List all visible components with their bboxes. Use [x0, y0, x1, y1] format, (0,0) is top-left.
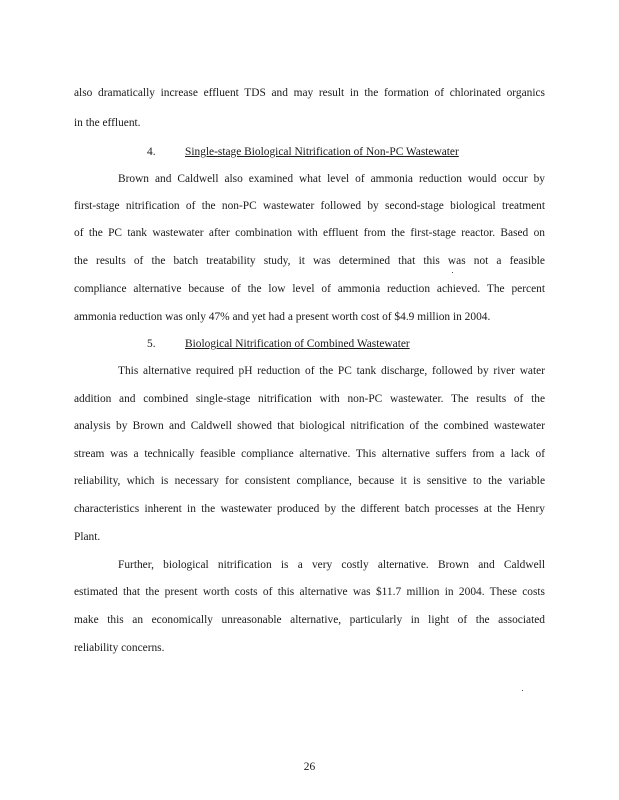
section-5-title: Biological Nitrification of Combined Wastewater: [185, 338, 410, 350]
section-4-line-3: of the PC tank wastewater after combination with effluent from the first-stage reactor. Based on: [74, 227, 545, 239]
section-5-p1-line-5: reliability, which is necessary for consistent compliance, because it is sensitive to the variable: [74, 475, 545, 487]
section-5-p1-line-4: stream was a technically feasible compliance alternative. This alternative suffers from a lack of: [74, 448, 545, 460]
section-4-line-1: Brown and Caldwell also examined what level of ammonia reduction would occur by: [118, 173, 545, 185]
scan-speck: [522, 690, 523, 691]
section-5-p2-line-2: estimated that the present worth costs of this alternative was $11.7 million in 2004. These costs: [74, 586, 545, 598]
section-4-number: 4.: [147, 146, 156, 158]
intro-line-1: also dramatically increase effluent TDS and may result in the formation of chlorinated organics: [74, 87, 545, 99]
section-5-p1-line-3: analysis by Brown and Caldwell showed that biological nitrification of the combined wastewater: [74, 420, 545, 432]
section-5-number: 5.: [147, 338, 156, 350]
section-5-p2-line-4: reliability concerns.: [74, 642, 165, 654]
section-5-p1-line-7: Plant.: [74, 531, 101, 543]
scan-speck: [452, 272, 453, 273]
section-5-p2-line-1: Further, biological nitrification is a very costly alternative. Brown and Caldwell: [118, 559, 545, 571]
section-4-line-6: ammonia reduction was only 47% and yet had a present worth cost of $4.9 million in 2004.: [74, 311, 491, 323]
section-5-p1-line-6: characteristics inherent in the wastewater produced by the different batch processes at the Henry: [74, 503, 545, 515]
section-5-p1-line-2: addition and combined single-stage nitrification with non-PC wastewater. The results of the: [74, 393, 545, 405]
section-5-p2-line-3: make this an economically unreasonable alternative, particularly in light of the associated: [74, 614, 545, 626]
page-number: 26: [303, 761, 316, 773]
section-4-line-5: compliance alternative because of the low level of ammonia reduction achieved. The percent: [74, 283, 545, 295]
section-5-p1-line-1: This alternative required pH reduction of the PC tank discharge, followed by river water: [118, 365, 545, 377]
section-4-line-2: first-stage nitrification of the non-PC wastewater followed by second-stage biological treatment: [74, 200, 545, 212]
section-4-title: Single-stage Biological Nitrification of Non-PC Wastewater: [185, 146, 459, 158]
section-4-line-4: the results of the batch treatability study, it was determined that this was not a feasible: [74, 255, 545, 267]
intro-line-2: in the effluent.: [74, 117, 141, 129]
